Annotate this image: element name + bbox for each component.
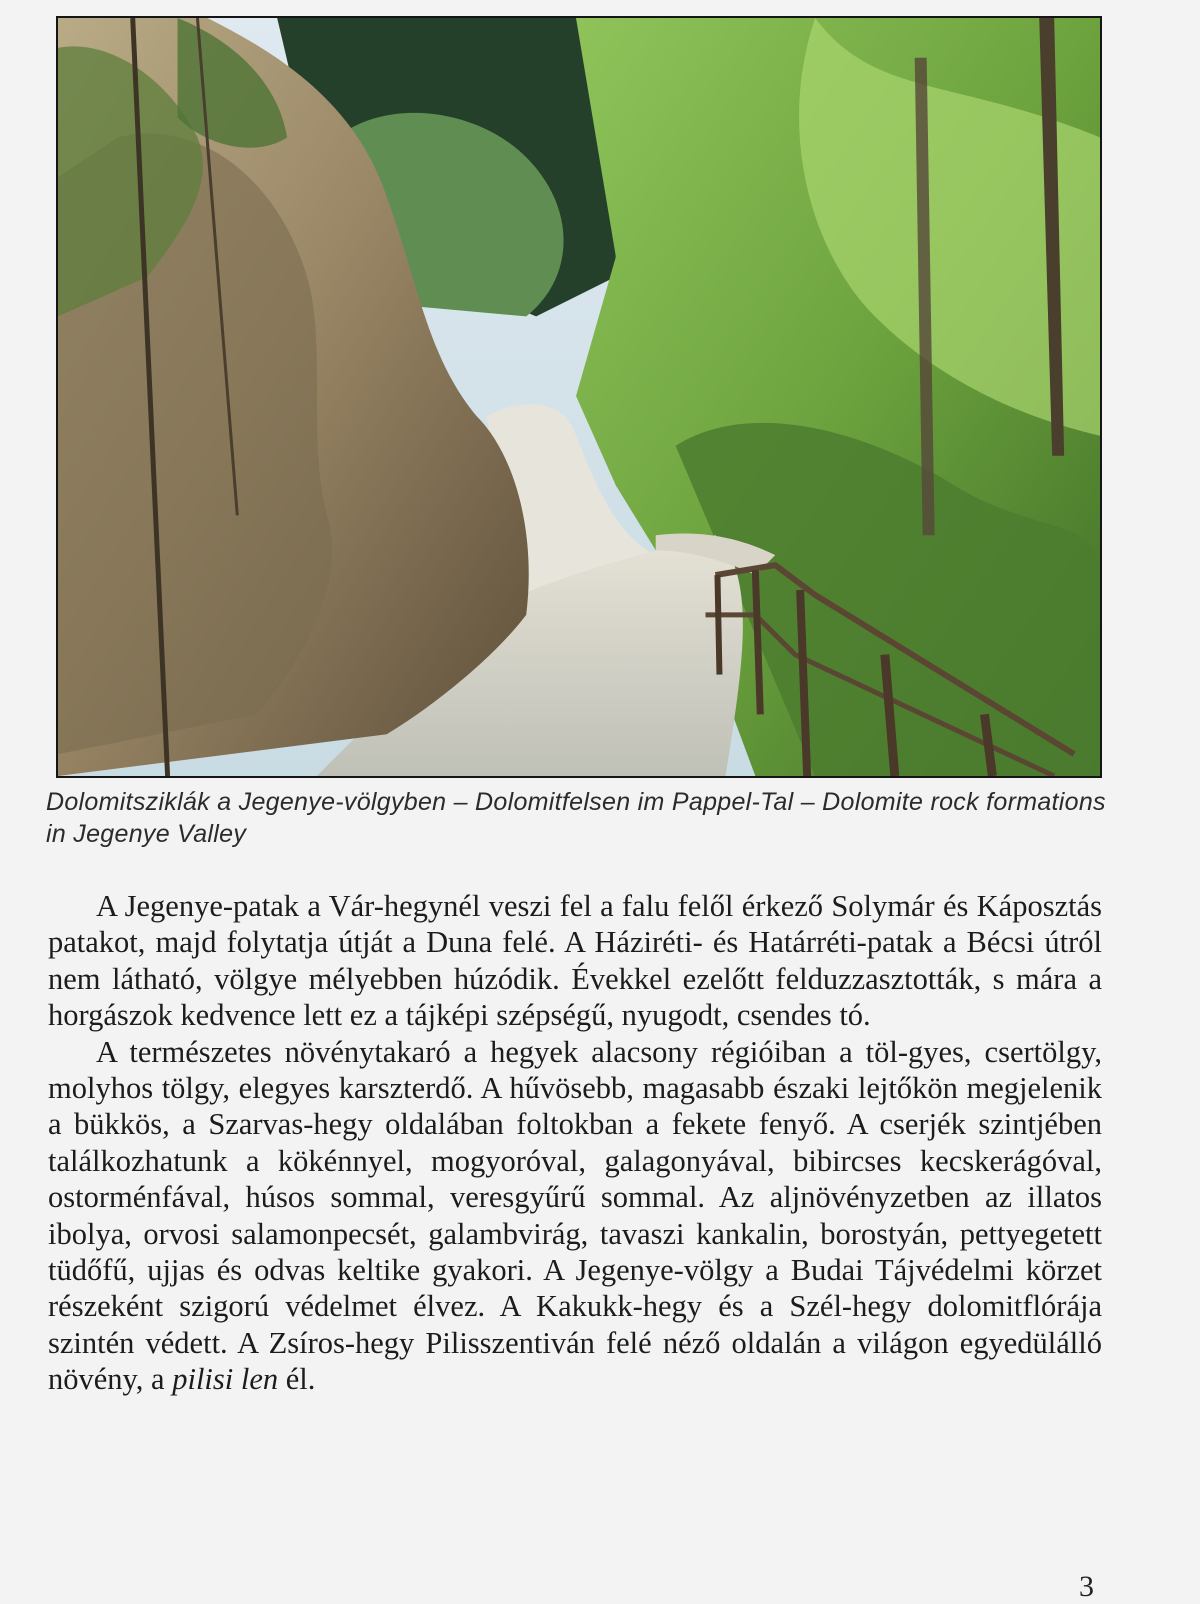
landscape-photo-illustration bbox=[58, 18, 1100, 776]
page-number: 3 bbox=[1079, 1570, 1094, 1603]
paragraph-2-italic: pilisi len bbox=[172, 1362, 279, 1397]
paragraph-2 bbox=[48, 1034, 1102, 1398]
paragraph-1: A Jegenye-patak a Vár-hegynél veszi fel a falu felől érkező Solymár és Káposztás patakot, majd folytatja útját a Duna felé. A Háziréti- és Határréti-patak a Bécsi útról nem látható, völgye mélyebben húzódik. Évekkel ezelőtt felduzzasztották, s mára a horgászok kedvence lett ez a tájképi szépségű, nyugodt, csendes tó. bbox=[48, 889, 1102, 1033]
landscape-photo bbox=[56, 16, 1102, 778]
paragraph-2-text: A természetes növénytakaró a hegyek alacsony régióiban a töl-gyes, csertölgy, molyhos tölgy, elegyes karszterdő. A hűvösebb, magasabb északi lejtőkön megjelenik a bükkös, a Szarvas-hegy oldalában foltokban a fekete fenyő. A cserjék szintjében találkozhatunk a kökénnyel, mogyoróval, galagonyával, bibircses kecskerágóval, ostorménfával, húsos sommal, veresgyűrű sommal. Az aljnövényzetben az illatos ibolya, orvosi salamonpecsét, galambvirág, tavaszi kankalin, borostyán, pettyegetett tüdőfű, ujjas és odvas keltike gyakori. A Jegenye-völgy a Budai Tájvédelmi körzet részeként szigorú védelmet élvez. A Kakukk-hegy és a Szél-hegy dolomitflórája szintén védett. A Zsíros-hegy Pilisszentiván felé néző oldalán a világon egyedülálló növény, a bbox=[48, 1034, 1102, 1397]
paragraph-2-ending: él. bbox=[278, 1362, 316, 1397]
body-text bbox=[48, 888, 1102, 1398]
photo-caption: Dolomitsziklák a Jegenye-völgyben – Dolomitfelsen im Pappel-Tal – Dolomite rock formations in Jegenye Valley bbox=[46, 788, 1106, 848]
